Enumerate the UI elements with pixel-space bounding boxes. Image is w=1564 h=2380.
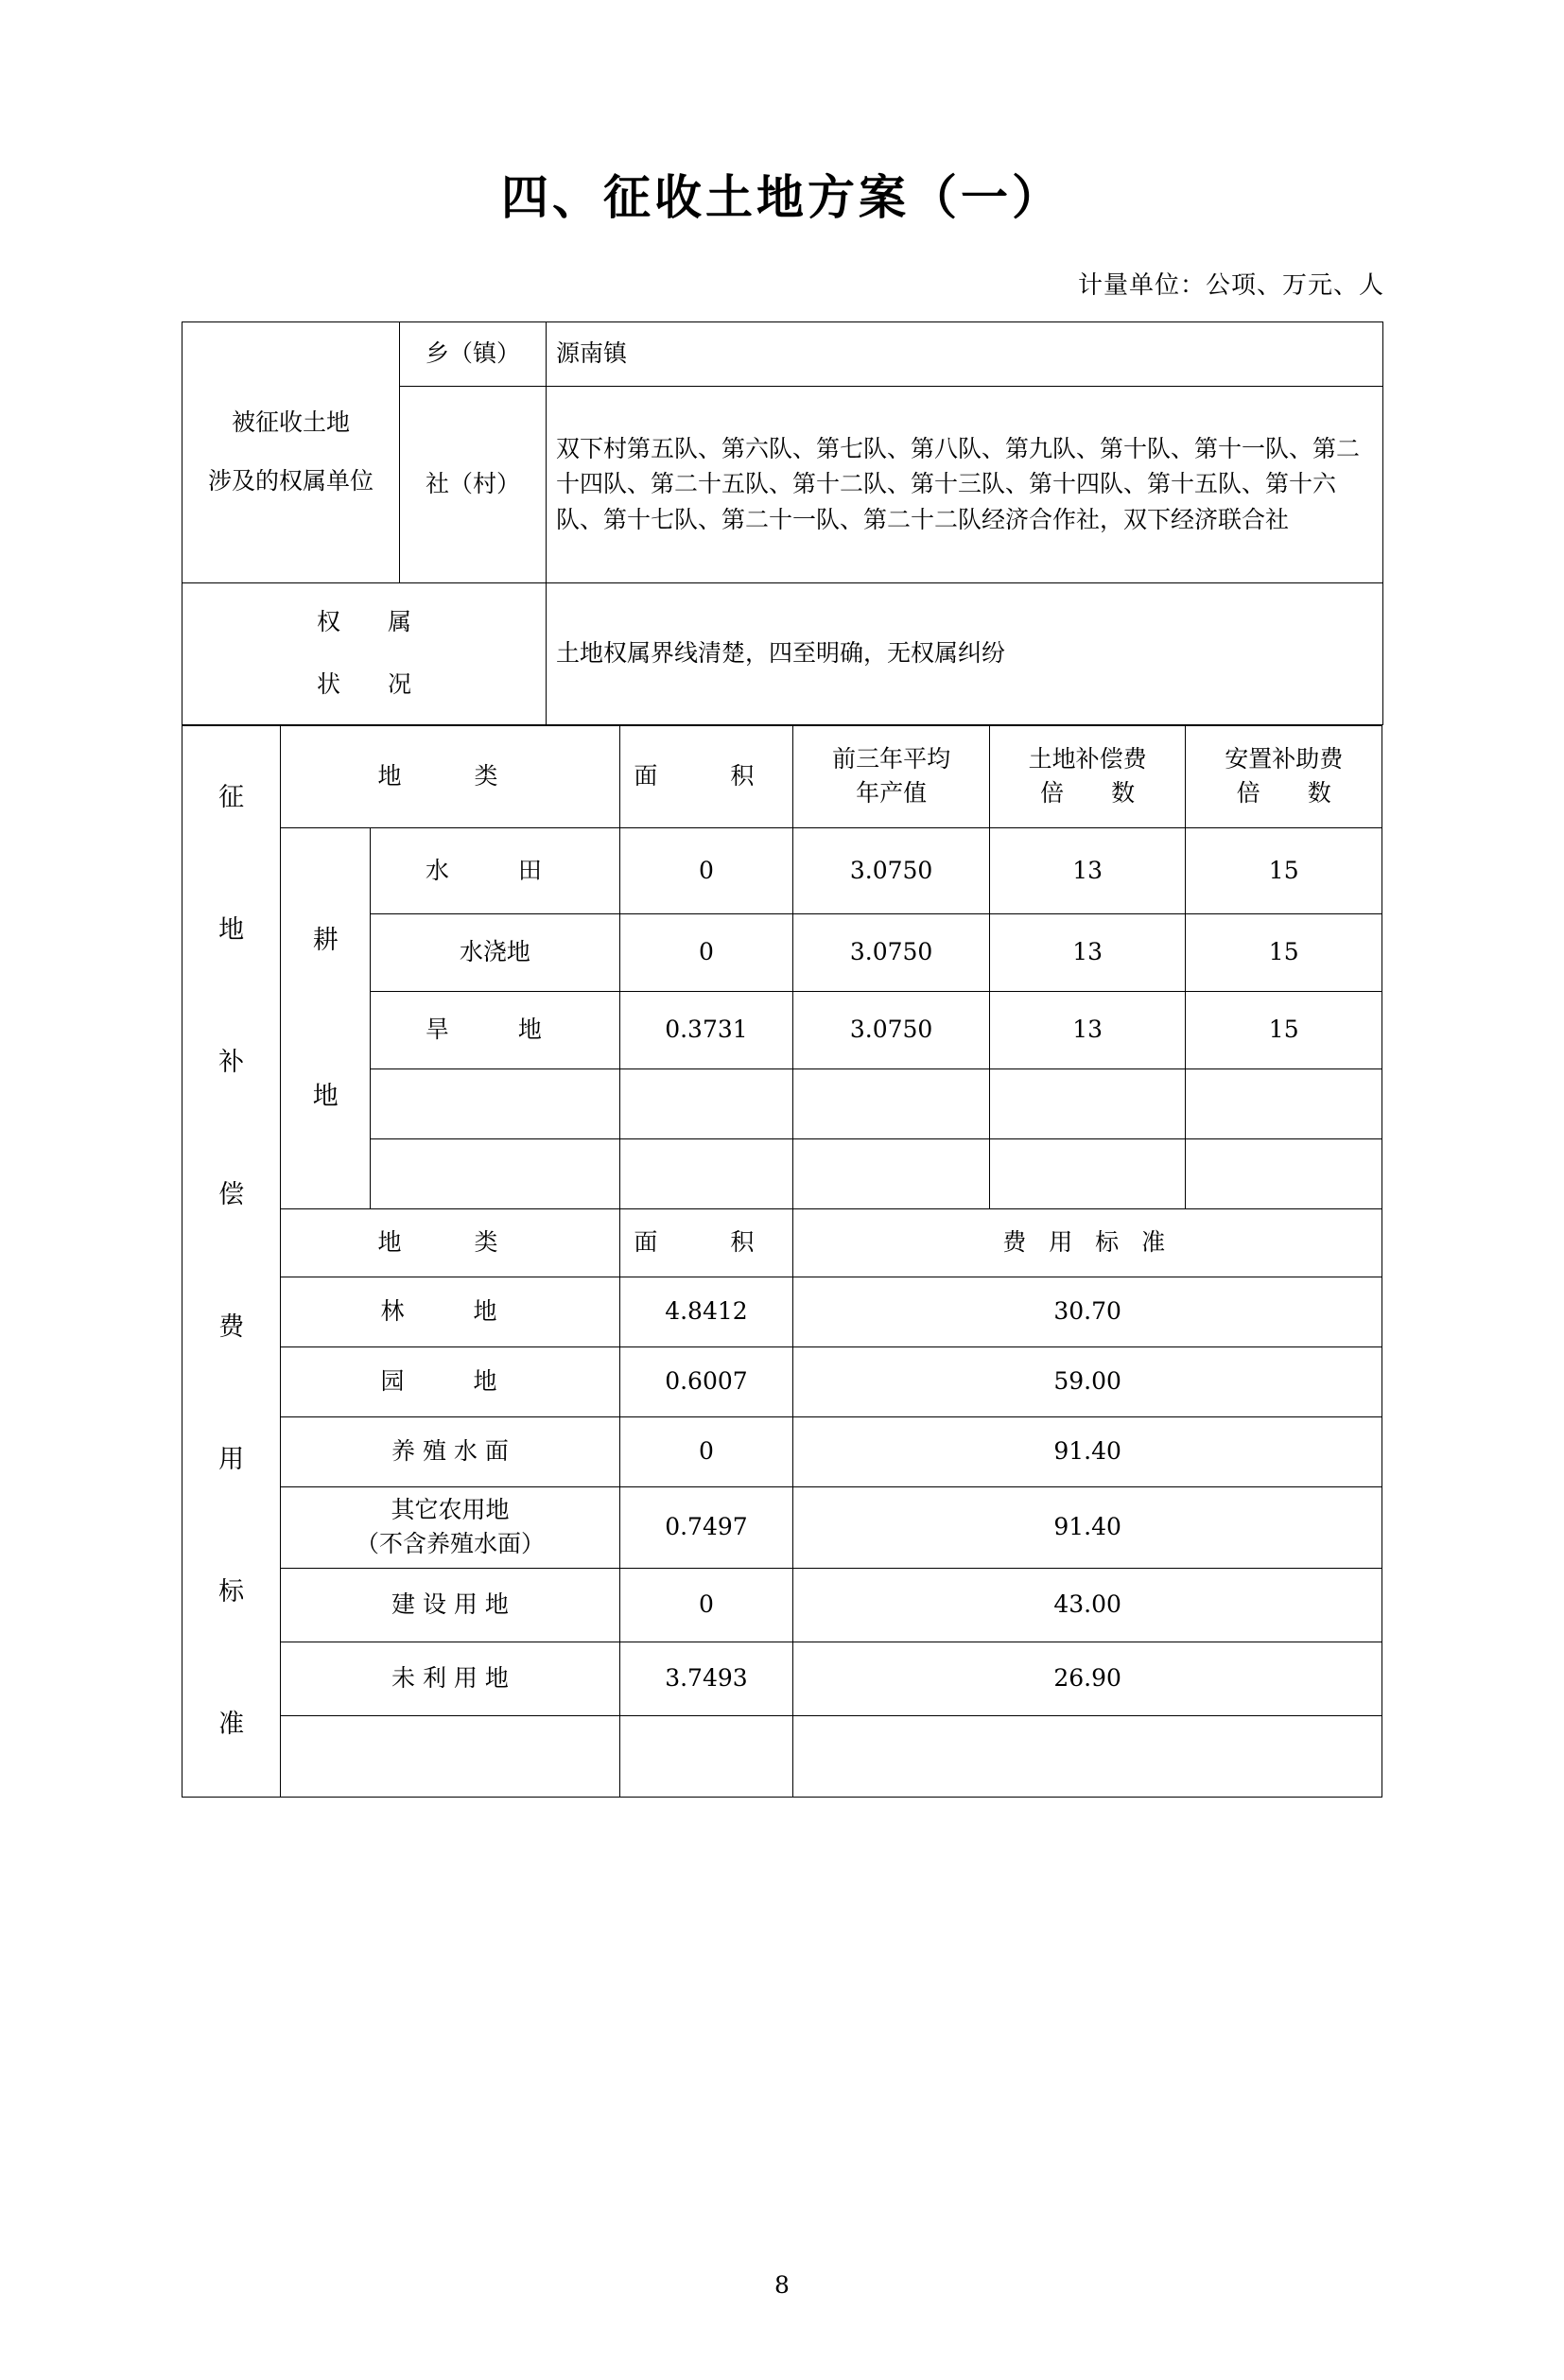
table-row bbox=[182, 582, 1383, 724]
table-row bbox=[182, 827, 1382, 914]
row-label-empty-2 bbox=[371, 1139, 619, 1209]
table-row bbox=[182, 1487, 1382, 1569]
compensation-standards-table bbox=[182, 725, 1382, 1798]
area-construction-land: 0 bbox=[619, 1568, 793, 1642]
output-paddy-field: 3.0750 bbox=[793, 827, 990, 914]
row-label-empty-1 bbox=[371, 1069, 619, 1139]
subject-label-line2: 涉及的权属单位 bbox=[207, 467, 374, 495]
ownership-status-value: 土地权属界线清楚，四至明确，无权属纠纷 bbox=[547, 582, 1383, 724]
table-row bbox=[182, 1568, 1382, 1642]
landcomp-paddy-field: 13 bbox=[989, 827, 1186, 914]
header-land-type-b: 地 类 bbox=[281, 1209, 619, 1277]
subject-label-line1: 被征收土地 bbox=[231, 408, 350, 436]
other-agri-line2: （不含养殖水面） bbox=[355, 1530, 545, 1558]
landcomp-empty-2 bbox=[989, 1139, 1186, 1209]
header-avg-output-line1: 前三年平均 bbox=[832, 744, 951, 773]
compensation-table-wrapper bbox=[182, 725, 1382, 1798]
resettle-empty-1 bbox=[1186, 1069, 1382, 1139]
row-label-other-agricultural-land bbox=[281, 1487, 619, 1569]
cultivated-label-stack bbox=[290, 862, 360, 1174]
ownership-info-table bbox=[182, 321, 1383, 725]
vertical-section-label bbox=[182, 725, 281, 1797]
area-empty-1 bbox=[619, 1069, 793, 1139]
row-label-unused-land: 未 利 用 地 bbox=[281, 1642, 619, 1715]
vlabel-char-3: 偿 bbox=[218, 1180, 245, 1209]
resettle-irrigated-land: 15 bbox=[1186, 914, 1382, 992]
cultivated-char-1: 地 bbox=[312, 1081, 339, 1111]
row-label-construction-land: 建 设 用 地 bbox=[281, 1568, 619, 1642]
cultivated-char-0: 耕 bbox=[312, 925, 339, 955]
resettle-dry-land: 15 bbox=[1186, 992, 1382, 1069]
vlabel-char-0: 征 bbox=[218, 783, 245, 812]
info-table-wrapper bbox=[182, 321, 1382, 725]
vlabel-char-7: 准 bbox=[218, 1710, 245, 1739]
vlabel-char-1: 地 bbox=[218, 915, 245, 945]
vertical-label-stack bbox=[192, 732, 270, 1791]
row-label-empty-3 bbox=[281, 1715, 619, 1797]
row-label-irrigated-land: 水浇地 bbox=[371, 914, 619, 992]
fee-garden-land: 59.00 bbox=[793, 1347, 1382, 1417]
row-label-paddy-field: 水 田 bbox=[371, 827, 619, 914]
resettle-empty-2 bbox=[1186, 1139, 1382, 1209]
header-area-b: 面 积 bbox=[619, 1209, 793, 1277]
ownership-label-line1: 权 属 bbox=[316, 607, 411, 635]
township-label: 乡（镇） bbox=[400, 321, 547, 386]
header-land-comp-line1: 土地补偿费 bbox=[1028, 744, 1147, 773]
fee-unused-land: 26.90 bbox=[793, 1642, 1382, 1715]
table-row bbox=[182, 1642, 1382, 1715]
vlabel-char-4: 费 bbox=[218, 1312, 245, 1342]
area-other-agricultural-land: 0.7497 bbox=[619, 1487, 793, 1569]
fee-aquaculture-water: 91.40 bbox=[793, 1417, 1382, 1487]
area-empty-3 bbox=[619, 1715, 793, 1797]
village-label: 社（村） bbox=[400, 386, 547, 582]
measurement-unit-note: 计量单位：公项、万元、人 bbox=[1077, 270, 1384, 300]
resettle-paddy-field: 15 bbox=[1186, 827, 1382, 914]
header-area-a: 面 积 bbox=[619, 725, 793, 827]
area-irrigated-land: 0 bbox=[619, 914, 793, 992]
area-unused-land: 3.7493 bbox=[619, 1642, 793, 1715]
area-garden-land: 0.6007 bbox=[619, 1347, 793, 1417]
output-irrigated-land: 3.0750 bbox=[793, 914, 990, 992]
output-dry-land: 3.0750 bbox=[793, 992, 990, 1069]
table-row bbox=[182, 1347, 1382, 1417]
output-empty-1 bbox=[793, 1069, 990, 1139]
fee-empty-3 bbox=[793, 1715, 1382, 1797]
table-row bbox=[182, 1277, 1382, 1347]
table-row bbox=[182, 1417, 1382, 1487]
header-resettle-line2: 倍 数 bbox=[1236, 779, 1331, 807]
row-label-forest-land: 林 地 bbox=[281, 1277, 619, 1347]
table-row bbox=[182, 1715, 1382, 1797]
header-land-comp-line2: 倍 数 bbox=[1040, 779, 1136, 807]
header-avg-output bbox=[793, 725, 990, 827]
row-label-dry-land: 旱 地 bbox=[371, 992, 619, 1069]
fee-other-agricultural-land: 91.40 bbox=[793, 1487, 1382, 1569]
fee-construction-land: 43.00 bbox=[793, 1568, 1382, 1642]
header-fee-standard: 费 用 标 准 bbox=[793, 1209, 1382, 1277]
area-forest-land: 4.8412 bbox=[619, 1277, 793, 1347]
area-paddy-field: 0 bbox=[619, 827, 793, 914]
header-resettle-line1: 安置补助费 bbox=[1225, 744, 1344, 773]
vlabel-char-5: 用 bbox=[218, 1445, 245, 1474]
vlabel-char-6: 标 bbox=[218, 1577, 245, 1607]
header-avg-output-line2: 年产值 bbox=[856, 779, 928, 807]
cultivated-land-group-label bbox=[281, 827, 371, 1209]
fee-forest-land: 30.70 bbox=[793, 1277, 1382, 1347]
row-label-garden-land: 园 地 bbox=[281, 1347, 619, 1417]
page-title: 四、征收土地方案（一） bbox=[501, 169, 1063, 225]
table-row bbox=[182, 321, 1383, 386]
header-land-type-a: 地 类 bbox=[281, 725, 619, 827]
area-empty-2 bbox=[619, 1139, 793, 1209]
table-header-row bbox=[182, 725, 1382, 827]
header-land-compensation bbox=[989, 725, 1186, 827]
subject-label-cell bbox=[182, 321, 400, 582]
vlabel-char-2: 补 bbox=[218, 1048, 245, 1077]
area-aquaculture-water: 0 bbox=[619, 1417, 793, 1487]
other-agri-line1: 其它农用地 bbox=[391, 1496, 510, 1523]
output-empty-2 bbox=[793, 1139, 990, 1209]
ownership-label-line2: 状 况 bbox=[316, 670, 411, 698]
table-header-row bbox=[182, 1209, 1382, 1277]
landcomp-irrigated-land: 13 bbox=[989, 914, 1186, 992]
ownership-status-label bbox=[182, 582, 547, 724]
landcomp-dry-land: 13 bbox=[989, 992, 1186, 1069]
landcomp-empty-1 bbox=[989, 1069, 1186, 1139]
header-resettlement-subsidy bbox=[1186, 725, 1382, 827]
township-value: 源南镇 bbox=[547, 321, 1383, 386]
page-number: 8 bbox=[774, 2271, 790, 2299]
row-label-aquaculture-water: 养 殖 水 面 bbox=[281, 1417, 619, 1487]
village-value: 双下村第五队、第六队、第七队、第八队、第九队、第十队、第十一队、第二十四队、第二十五队、第十二队、第十三队、第十四队、第十五队、第十六队、第十七队、第二十一队、第二十二队经济合作社，双下经济联合社 bbox=[547, 386, 1383, 582]
area-dry-land: 0.3731 bbox=[619, 992, 793, 1069]
document-page bbox=[0, 168, 1564, 2380]
